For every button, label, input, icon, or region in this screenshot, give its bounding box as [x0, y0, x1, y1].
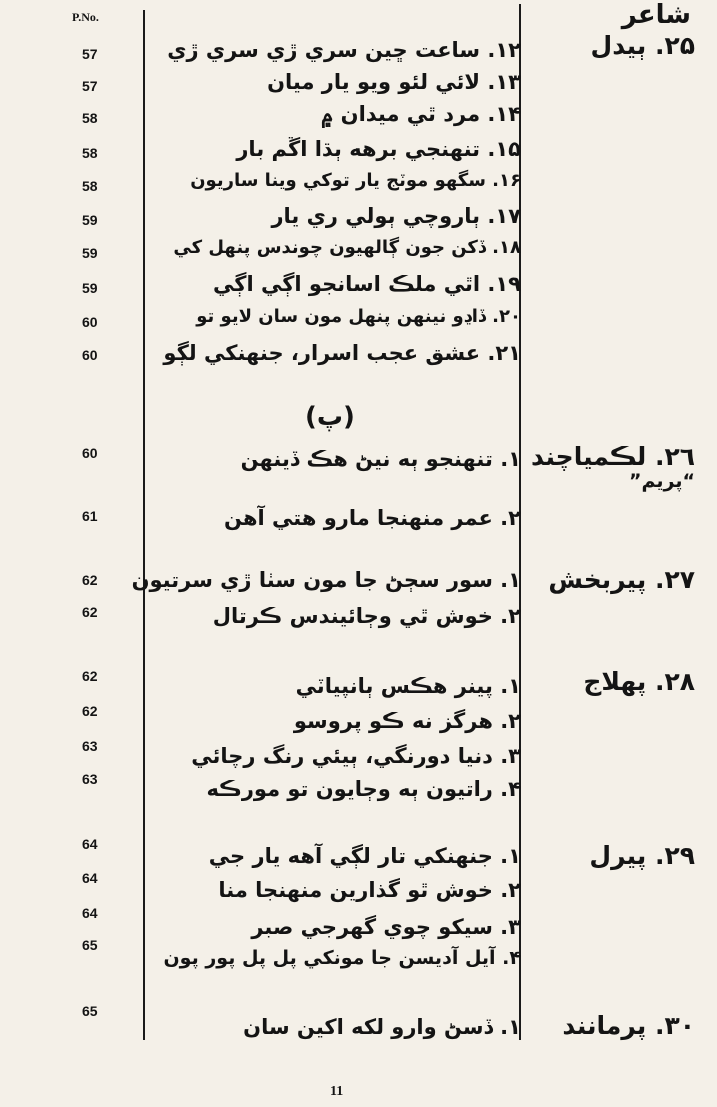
entry-title: ۱۶. سگهو موٽج يار توکي وينا ساريون	[190, 170, 521, 191]
entry-page: 62	[82, 668, 98, 684]
entry-page: 62	[82, 572, 98, 588]
section-letter: (پ)	[305, 402, 355, 432]
poet-pen-name: “پريم”	[629, 469, 695, 492]
entry-title: ۴. راتيون ٻه وڄايون تو مورڪه	[206, 777, 521, 801]
entry-title: ۲. خوش ٿو گذارين منهنجا منا	[218, 878, 521, 902]
entry-page: 57	[82, 46, 98, 62]
entry-title: ۱۳. لائي لئو ويو يار ميان	[267, 70, 521, 94]
entry-page: 59	[82, 280, 98, 296]
entry-page: 58	[82, 145, 98, 161]
entry-title: ۱. تنهنجو ٻه نيڻ هڪ ڏينهن	[240, 447, 521, 471]
entry-page: 64	[82, 870, 98, 886]
entry-title: ۴. آيل آديسن جا مونکي پل پل پور پون	[163, 947, 521, 969]
entry-page: 62	[82, 703, 98, 719]
entry-page: 60	[82, 314, 98, 330]
entry-title: ۱۷. ٻاروچي ٻولي ري يار	[271, 204, 521, 228]
poet-name: ۲٦. لڪمياچند “پريم”	[531, 442, 695, 492]
entry-title: ۱. سور سڄڻ جا مون سٺا ڙي سرتيون	[131, 568, 521, 592]
entry-title: ۳. سيکو چوي گهرجي صبر	[251, 915, 521, 939]
entry-title: ۲۱. عشق عجب اسرار، جنهنکي لڳو	[163, 341, 521, 365]
entry-page: 60	[82, 445, 98, 461]
entry-page: 60	[82, 347, 98, 363]
entry-title: ۱. پينر هڪس ٻانپياٽي	[295, 674, 521, 698]
entry-page: 63	[82, 738, 98, 754]
entry-title: ۱۲. ساعت ڇين سري ڙي سري ڙي	[167, 38, 521, 62]
poet-header: شاعر	[621, 0, 691, 30]
entry-page: 57	[82, 78, 98, 94]
entry-page: 59	[82, 245, 98, 261]
poet-name: ۲۸. پهلاج	[583, 667, 695, 696]
entry-page: 59	[82, 212, 98, 228]
entry-title: ۱. جنهنکي تار لڳي آهه يار جي	[208, 844, 521, 868]
entry-title: ۱۵. تنهنجي برهه ٻڌا اڱم بار	[236, 137, 521, 161]
entry-page: 58	[82, 110, 98, 126]
entry-title: ۱۹. اٿي ملڪ اسانجو اڳي اڳي	[212, 272, 521, 296]
entry-page: 64	[82, 836, 98, 852]
entry-title: ۱۴. مرد ٿي ميدان ۾	[321, 102, 521, 126]
entry-page: 65	[82, 1003, 98, 1019]
entry-title: ۲. هرگز نه ڪو پروسو	[293, 709, 521, 733]
page-number-header: P.No.	[72, 10, 99, 24]
poet-name: ۲۵. ٻيدل	[590, 31, 695, 60]
entry-page: 64	[82, 905, 98, 921]
entry-title: ۲۰. ڏاڍو نينهن پنهل مون سان لايو تو	[196, 306, 521, 327]
entry-page: 58	[82, 178, 98, 194]
poet-name: ۲۷. پيربخش	[548, 565, 695, 594]
entry-page: 62	[82, 604, 98, 620]
entry-title: ۲. خوش ٿي وڄائيندس ڪرتال	[212, 604, 521, 628]
entry-title: ۱۸. ڏکن جون ڳالهيون چوندس پنهل کي	[173, 237, 521, 258]
entry-title: ۱. ڏسڻ وارو لکه اکين سان	[243, 1015, 521, 1039]
entry-page: 63	[82, 771, 98, 787]
entry-page: 61	[82, 508, 98, 524]
left-column-divider	[143, 10, 145, 1040]
page-footer-number: 11	[330, 1084, 344, 1099]
entry-title: ۲. عمر منهنجا مارو هتي آهن	[224, 506, 521, 530]
poet-name: ۳۰. پرمانند	[562, 1011, 695, 1040]
poet-name: ۲۹. پيرل	[589, 841, 695, 870]
entry-title: ۳. دنيا دورنگي، ٻيئي رنگ رچائي	[191, 744, 521, 768]
entry-page: 65	[82, 937, 98, 953]
